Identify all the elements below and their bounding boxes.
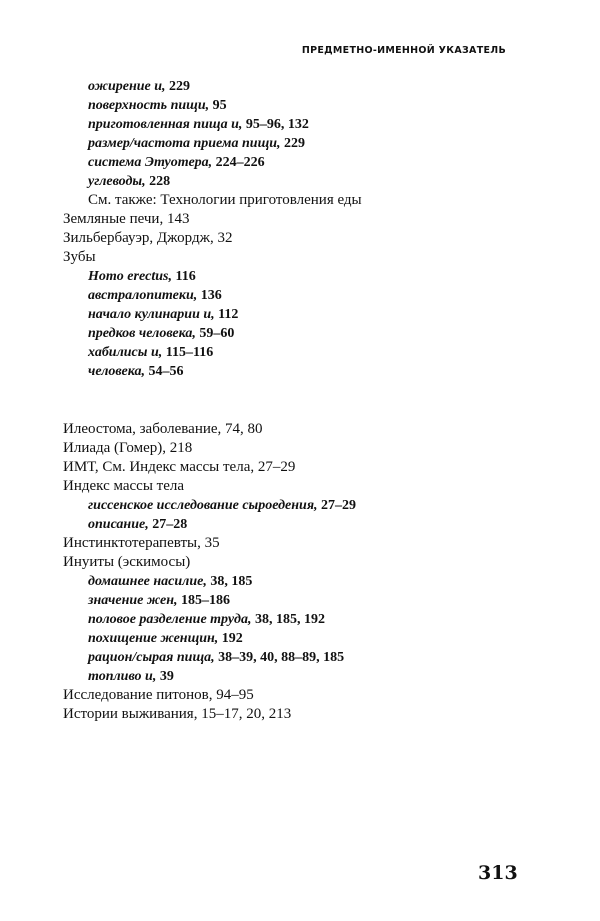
index-entry — [63, 496, 356, 515]
index-entry — [63, 134, 362, 153]
index-pages: 136 — [200, 288, 222, 303]
index-pages: 229 — [284, 136, 306, 151]
index-term: приготовленная пища и, — [88, 117, 243, 132]
index-pages: 35 — [204, 535, 220, 551]
index-entry — [63, 553, 356, 572]
index-term: значение жен, — [88, 593, 178, 608]
index-term: поверхность пищи, — [88, 98, 210, 113]
index-pages: 54–56 — [148, 364, 184, 379]
index-pages: 143 — [166, 211, 190, 227]
index-term: система Этуотера, — [88, 155, 213, 170]
index-pages: 39 — [159, 669, 174, 684]
index-pages: 27–29 — [321, 498, 357, 513]
index-term: Зубы — [63, 249, 96, 265]
index-pages: 38, 185, 192 — [255, 612, 325, 627]
index-term: Илеостома, заболевание, — [63, 421, 222, 437]
index-pages: 95–96, 132 — [245, 117, 309, 132]
index-term: Исследование питонов, — [63, 687, 213, 703]
index-pages: 116 — [175, 269, 196, 284]
index-pages: 95 — [212, 98, 227, 113]
index-term: половое разделение труда, — [88, 612, 252, 627]
index-term: похищение женщин, — [88, 631, 219, 646]
index-entry — [63, 420, 356, 439]
index-pages: 27–29 — [257, 459, 296, 475]
index-pages: 192 — [221, 631, 243, 646]
index-entry — [63, 458, 356, 477]
index-term: размер/частота приема пищи, — [88, 136, 281, 151]
index-entry — [63, 191, 362, 210]
index-term: Индекс массы тела — [63, 478, 185, 494]
index-entry — [63, 115, 362, 134]
index-entry — [63, 229, 362, 248]
index-pages: 224–226 — [215, 155, 265, 170]
index-term: Земляные печи, — [63, 211, 164, 227]
index-entry — [63, 96, 362, 115]
index-entry — [63, 515, 356, 534]
index-term: человека, — [88, 364, 145, 379]
running-header: ПРЕДМЕТНО-ИМЕННОЙ УКАЗАТЕЛЬ — [301, 45, 506, 56]
index-entry — [63, 667, 356, 686]
page-number: 313 — [478, 862, 518, 884]
index-pages: 38, 185 — [210, 574, 253, 589]
index-pages: 38–39, 40, 88–89, 185 — [218, 650, 345, 665]
index-entry — [63, 77, 362, 96]
index-term: Илиада (Гомер), — [63, 440, 167, 456]
index-entry — [63, 686, 356, 705]
index-term: домашнее насилие, — [88, 574, 207, 589]
index-pages: 185–186 — [181, 593, 231, 608]
index-term: рацион/сырая пища, — [88, 650, 215, 665]
index-pages: 27–28 — [152, 517, 188, 532]
index-entry — [63, 439, 356, 458]
index-entry — [63, 534, 356, 553]
index-entry — [63, 267, 362, 286]
index-term: Инуиты (эскимосы) — [63, 554, 191, 570]
index-term: австралопитеки, — [88, 288, 198, 303]
index-entry — [63, 210, 362, 229]
index-pages: 218 — [169, 440, 193, 456]
index-entry — [63, 343, 362, 362]
index-pages: 15–17, 20, 213 — [201, 706, 292, 722]
index-entry — [63, 648, 356, 667]
index-pages: 115–116 — [165, 345, 214, 360]
index-entry — [63, 477, 356, 496]
index-entry — [63, 610, 356, 629]
index-entry — [63, 629, 356, 648]
index-entry — [63, 324, 362, 343]
index-pages: 74, 80 — [225, 421, 263, 437]
index-term: См. также: Технологии приготовления еды — [88, 192, 362, 208]
index-term: гиссенское исследование сыроедения, — [88, 498, 318, 513]
index-entry — [63, 705, 356, 724]
index-pages: 59–60 — [199, 326, 235, 341]
index-term: топливо и, — [88, 669, 157, 684]
index-term: описание, — [88, 517, 149, 532]
index-group-2 — [63, 420, 356, 724]
index-entry — [63, 248, 362, 267]
index-entry — [63, 153, 362, 172]
index-entry — [63, 362, 362, 381]
index-term: ИМТ, См. Индекс массы тела, — [63, 459, 255, 475]
index-term: Истории выживания, — [63, 706, 198, 722]
index-pages: 229 — [169, 79, 191, 94]
index-pages: 112 — [218, 307, 239, 322]
index-term: хабилисы и, — [88, 345, 163, 360]
index-term: углеводы, — [88, 174, 146, 189]
index-term: Зильбербауэр, Джордж, — [63, 230, 214, 246]
index-term: ожирение и, — [88, 79, 166, 94]
index-entry — [63, 286, 362, 305]
index-group-1 — [63, 77, 362, 381]
index-term: Homo erectus, — [88, 269, 172, 284]
index-pages: 32 — [217, 230, 233, 246]
index-term: начало кулинарии и, — [88, 307, 215, 322]
index-entry — [63, 591, 356, 610]
index-pages: 94–95 — [216, 687, 254, 703]
index-entry — [63, 172, 362, 191]
index-entry — [63, 572, 356, 591]
index-term: Инстинктотерапевты, — [63, 535, 201, 551]
index-entry — [63, 305, 362, 324]
index-pages: 228 — [149, 174, 171, 189]
index-term: предков человека, — [88, 326, 196, 341]
